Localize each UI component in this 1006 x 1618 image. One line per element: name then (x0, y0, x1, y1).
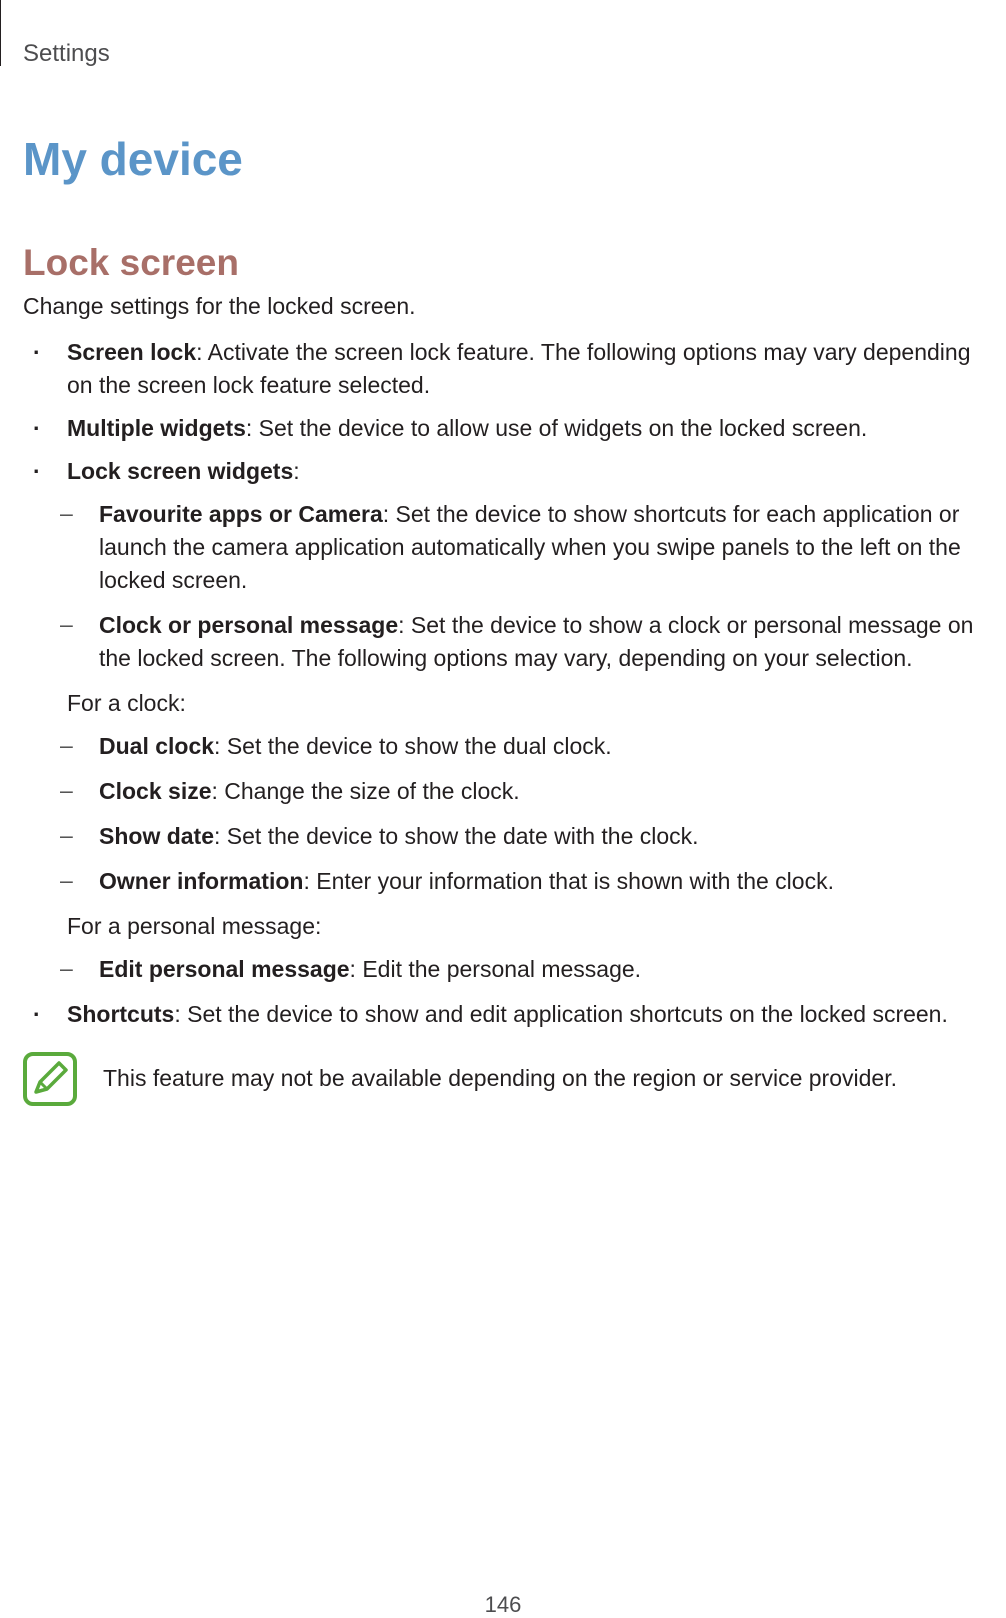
bullet-icon: · (33, 415, 41, 441)
desc-shortcuts: : Set the device to show and edit application shortcuts on the locked screen. (174, 1001, 948, 1027)
bullet-multiple-widgets (23, 412, 983, 445)
desc-clock-or-message: : Set the device to show a clock or personal message on the locked screen. The following options may vary, depending on your selection. (99, 612, 974, 671)
term-show-date: Show date (99, 823, 215, 849)
bullet-lock-screen-widgets (23, 455, 983, 488)
bullet-icon: · (33, 1001, 41, 1027)
dash-edit-personal-message (23, 953, 983, 986)
desc-edit-personal-message: : Edit the personal message. (349, 956, 642, 982)
dash-icon: – (60, 867, 73, 893)
section-title: Lock screen (23, 242, 239, 283)
term-clock-size: Clock size (99, 778, 212, 804)
dash-owner-information (23, 865, 983, 898)
desc-owner-information: : Enter your information that is shown with the clock. (303, 868, 834, 894)
dash-clock-size (23, 775, 983, 808)
note-pencil-icon (23, 1052, 77, 1106)
dash-icon: – (60, 732, 73, 758)
desc-lock-screen-widgets: : (293, 458, 300, 484)
term-shortcuts: Shortcuts (67, 1001, 175, 1027)
dash-icon: – (60, 777, 73, 803)
dash-show-date (23, 820, 983, 853)
term-dual-clock: Dual clock (99, 733, 215, 759)
bullet-icon: · (33, 339, 41, 365)
desc-favourite-apps: : Set the device to show shortcuts for each application or launch the camera application automatically when you swipe panels to the left on the locked screen. (99, 501, 961, 593)
term-owner-information: Owner information (99, 868, 304, 894)
bullet-screen-lock (23, 336, 983, 402)
term-favourite-apps: Favourite apps or Camera (99, 501, 383, 527)
dash-icon: – (60, 822, 73, 848)
desc-screen-lock: : Activate the screen lock feature. The following options may vary depending on the screen lock feature selected. (67, 339, 971, 398)
dash-dual-clock (23, 730, 983, 763)
section-intro: Change settings for the locked screen. (23, 293, 416, 319)
term-screen-lock: Screen lock (67, 339, 197, 365)
desc-clock-size: : Change the size of the clock. (211, 778, 520, 804)
note-text: This feature may not be available depending on the region or service provider. (103, 1065, 897, 1091)
dash-icon: – (60, 500, 73, 526)
page-title: My device (23, 133, 243, 185)
dash-favourite-apps (23, 498, 983, 597)
header-label: Settings (23, 40, 110, 67)
content (23, 290, 983, 1041)
for-message-label: For a personal message: (67, 913, 322, 939)
dash-icon: – (60, 611, 73, 637)
header-rule (0, 0, 1, 66)
for-clock-label: For a clock: (67, 690, 186, 716)
term-clock-or-message: Clock or personal message (99, 612, 399, 638)
term-lock-screen-widgets: Lock screen widgets (67, 458, 294, 484)
dash-clock-or-message (23, 609, 983, 675)
desc-show-date: : Set the device to show the date with the clock. (214, 823, 699, 849)
page-number: 146 (484, 1592, 522, 1617)
term-edit-personal-message: Edit personal message (99, 956, 350, 982)
term-multiple-widgets: Multiple widgets (67, 415, 246, 441)
desc-multiple-widgets: : Set the device to allow use of widgets on the locked screen. (245, 415, 868, 441)
dash-icon: – (60, 955, 73, 981)
bullet-icon: · (33, 458, 41, 484)
desc-dual-clock: : Set the device to show the dual clock. (214, 733, 612, 759)
bullet-shortcuts (23, 998, 983, 1031)
